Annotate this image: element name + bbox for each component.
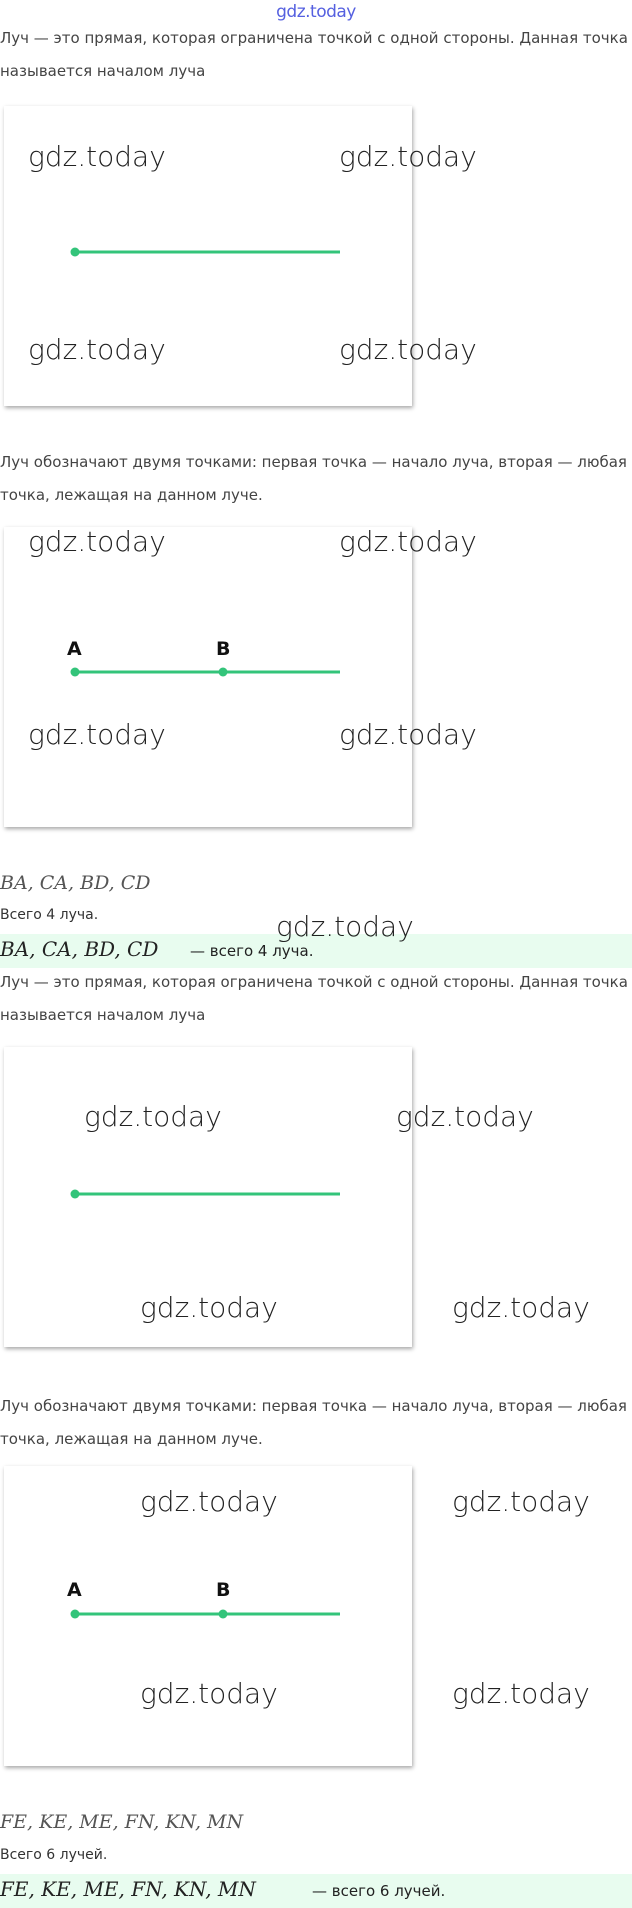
watermark: gdz.today [28, 140, 166, 173]
point-a-dot [71, 1610, 80, 1619]
watermark: gdz.today [452, 1677, 590, 1710]
site-logo[interactable]: gdz.today [276, 2, 356, 22]
watermark: gdz.today [276, 910, 414, 943]
answer-formula: BA, CA, BD, CD [0, 937, 159, 961]
ray-definition-text: Луч — это прямая, которая ограничена точкой с одной стороны. Данная точка называется началом луча [0, 29, 628, 80]
answer-text: — всего 4 луча. [190, 942, 314, 960]
ray-start-point [71, 248, 80, 257]
rays-total-text: Всего 6 лучей. [0, 1847, 108, 1863]
ray-notation-text: Луч обозначают двумя точками: первая точка — начало луча, вторая — любая точка, лежащая на данном луче. [0, 453, 627, 504]
watermark: gdz.today [28, 525, 166, 558]
watermark: gdz.today [28, 333, 166, 366]
watermark: gdz.today [339, 525, 477, 558]
answer-box [0, 1874, 632, 1908]
ray-points-illustration [4, 527, 412, 827]
rays-formula: FE, KE, ME, FN, KN, MN [0, 1811, 244, 1833]
watermark: gdz.today [140, 1291, 278, 1324]
watermark: gdz.today [452, 1291, 590, 1324]
answer-text: — всего 6 лучей. [312, 1882, 446, 1900]
watermark: gdz.today [28, 718, 166, 751]
point-b-dot [219, 1610, 228, 1619]
watermark: gdz.today [140, 1485, 278, 1518]
ray-start-point [71, 1190, 80, 1199]
rays-formula: BA, CA, BD, CD [0, 872, 151, 894]
point-b-label: B [216, 638, 231, 660]
ray-notation-text: Луч обозначают двумя точками: первая точка — начало луча, вторая — любая точка, лежащая на данном луче. [0, 1397, 627, 1448]
rays-total-text: Всего 4 луча. [0, 907, 99, 923]
point-b-label: B [216, 1579, 231, 1601]
watermark: gdz.today [339, 718, 477, 751]
point-b-dot [219, 668, 228, 677]
ray-definition-text: Луч — это прямая, которая ограничена точкой с одной стороны. Данная точка называется началом луча [0, 973, 628, 1024]
watermark: gdz.today [339, 333, 477, 366]
point-a-label: A [67, 1579, 82, 1601]
watermark: gdz.today [84, 1100, 222, 1133]
watermark: gdz.today [140, 1677, 278, 1710]
watermark: gdz.today [396, 1100, 534, 1133]
ray-points-illustration-card [4, 527, 412, 827]
answer-formula: FE, KE, ME, FN, KN, MN [0, 1877, 256, 1901]
point-a-label: A [67, 638, 82, 660]
point-a-dot [71, 668, 80, 677]
watermark: gdz.today [452, 1485, 590, 1518]
watermark: gdz.today [339, 140, 477, 173]
